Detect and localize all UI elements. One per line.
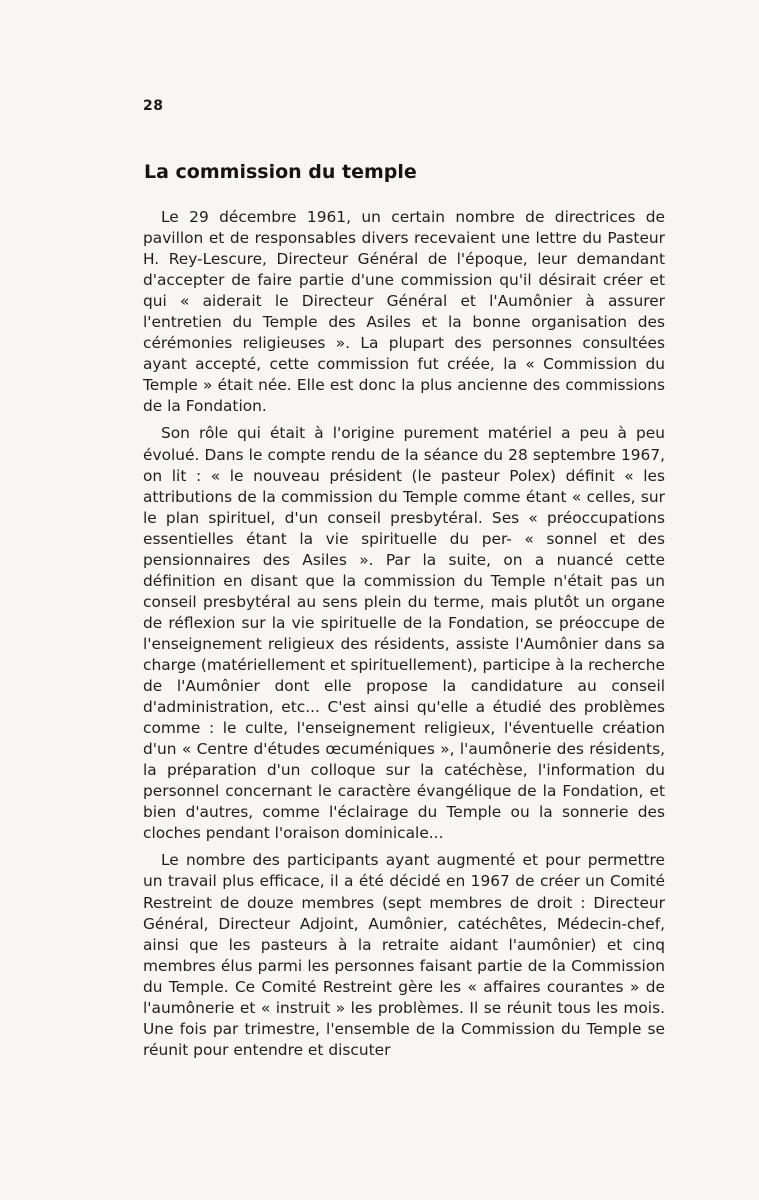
body-text — [143, 207, 665, 1067]
paragraph: Le 29 décembre 1961, un certain nombre de directrices de pavillon et de responsables divers recevaient une lettre du Pasteur H. Rey-Lescure, Directeur Général de l'époque, leur demandant d'accepter de faire partie d'une commission qu'il désirait créer et qui « aiderait le Directeur Général et l'Aumônier à assurer l'entretien du Temple des Asiles et la bonne organisation des cérémonies religieuses ». La plupart des personnes consultées ayant accepté, cette commission fut créée, la « Commission du Temple » était née. Elle est donc la plus ancienne des commissions de la Fondation. — [143, 208, 665, 416]
page-number: 28 — [143, 98, 164, 114]
paragraph: Son rôle qui était à l'origine purement matériel a peu à peu évolué. Dans le compte rendu de la séance du 28 septembre 1967, on lit : « le nouveau président (le pasteur Polex) définit « les attributions de la commission du Temple comme étant « celles, sur le plan spirituel, d'un conseil presbytéral. Ses « préoccupations essentielles étant la vie spirituelle du per- « sonnel et des pensionnaires des Asiles ». Par la suite, on a nuancé cette définition en disant que la commission du Temple n'était pas un conseil presbytéral au sens plein du terme, mais plutôt un organe de réflexion sur la vie spirituelle de la Fondation, se préoccupe de l'enseignement religieux des résidents, assiste l'Aumônier dans sa charge (matériellement et spirituellement), participe à la recherche de l'Aumônier dont elle propose la candidature au conseil d'administration, etc... C'est ainsi qu'elle a étudié des problèmes comme : le culte, l'enseignement religieux, l'éventuelle création d'un « Centre d'études œcuméniques », l'aumônerie des résidents, la préparation d'un colloque sur la catéchèse, l'information du personnel concernant le caractère évangélique de la Fondation, et bien d'autres, comme l'éclairage du Temple ou la sonnerie des cloches pendant l'oraison dominicale... — [143, 424, 665, 843]
paragraph: Le nombre des participants ayant augmenté et pour permettre un travail plus efficace, il a été décidé en 1967 de créer un Comité Restreint de douze membres (sept membres de droit : Directeur Général, Directeur Adjoint, Aumônier, catéchêtes, Médecin-chef, ainsi que les pasteurs à la retraite aidant l'aumônier) et cinq membres élus parmi les personnes faisant partie de la Commission du Temple. Ce Comité Restreint gère les « affaires courantes » de l'aumônerie et « instruit » les problèmes. Il se réunit tous les mois. Une fois par trimestre, l'ensemble de la Commission du Temple se réunit pour entendre et discuter — [143, 851, 665, 1059]
section-title: La commission du temple — [144, 161, 417, 183]
